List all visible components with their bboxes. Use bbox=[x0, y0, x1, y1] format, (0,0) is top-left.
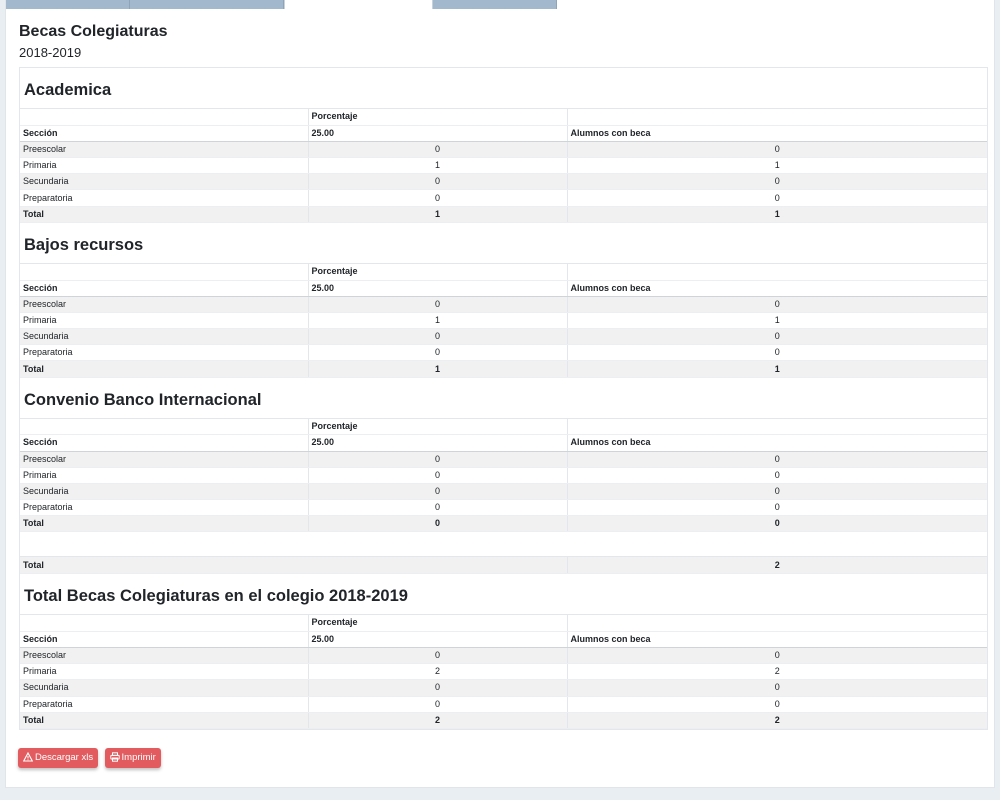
section-table bbox=[20, 109, 987, 223]
total-row: Total 2 2 bbox=[20, 712, 987, 728]
download-xls-label: Descargar xls bbox=[35, 752, 94, 763]
col-alumnos: Alumnos con beca bbox=[567, 125, 987, 141]
action-buttons bbox=[18, 747, 163, 768]
tab-2[interactable] bbox=[130, 0, 284, 9]
table-row: Preparatoria 0 0 bbox=[20, 696, 987, 712]
table-row: Preparatoria 0 0 bbox=[20, 500, 987, 516]
table-row: Preescolar 0 0 bbox=[20, 451, 987, 467]
tab-4[interactable] bbox=[433, 0, 557, 9]
table-row: Primaria 2 2 bbox=[20, 664, 987, 680]
warning-triangle-icon bbox=[23, 752, 33, 762]
pct-label: Porcentaje bbox=[308, 615, 567, 631]
spacer bbox=[20, 532, 987, 557]
col-alumnos: Alumnos con beca bbox=[567, 435, 987, 451]
section-academica bbox=[20, 68, 987, 223]
section-table bbox=[20, 264, 987, 378]
table-row: Secundaria 0 0 bbox=[20, 174, 987, 190]
table-row: Preescolar 0 0 bbox=[20, 648, 987, 664]
total-row: Total 0 0 bbox=[20, 516, 987, 532]
header-row bbox=[20, 631, 987, 647]
table-row: Primaria 1 1 bbox=[20, 312, 987, 328]
grand-total-value: 2 bbox=[567, 557, 987, 573]
col-alumnos: Alumnos con beca bbox=[567, 280, 987, 296]
report-container bbox=[19, 67, 988, 730]
download-xls-button[interactable] bbox=[18, 748, 98, 768]
report-panel bbox=[5, 0, 995, 788]
printer-icon bbox=[110, 752, 120, 762]
table-row: Preparatoria 0 0 bbox=[20, 190, 987, 206]
col-seccion: Sección bbox=[20, 280, 308, 296]
section-title: Total Becas Colegiaturas en el colegio 2018-2019 bbox=[20, 574, 987, 615]
table-row: Primaria 1 1 bbox=[20, 158, 987, 174]
section-title: Academica bbox=[20, 68, 987, 109]
header-row bbox=[20, 419, 987, 435]
pct-value: 25.00 bbox=[308, 435, 567, 451]
table-row: Preescolar 0 0 bbox=[20, 296, 987, 312]
grand-total-label: Total bbox=[20, 557, 567, 573]
page-title: Becas Colegiaturas bbox=[19, 23, 168, 40]
section-title: Bajos recursos bbox=[20, 223, 987, 264]
header-row bbox=[20, 435, 987, 451]
section-summary bbox=[20, 574, 987, 729]
header-row bbox=[20, 615, 987, 631]
pct-label: Porcentaje bbox=[308, 419, 567, 435]
tab-bar bbox=[6, 0, 996, 9]
pct-value: 25.00 bbox=[308, 280, 567, 296]
grand-total-row bbox=[20, 557, 987, 573]
section-bajos-recursos bbox=[20, 223, 987, 378]
print-label: Imprimir bbox=[121, 752, 156, 763]
pct-label: Porcentaje bbox=[308, 109, 567, 125]
section-table bbox=[20, 615, 987, 729]
header-row bbox=[20, 125, 987, 141]
tab-3-active[interactable] bbox=[284, 0, 433, 9]
table-row: Secundaria 0 0 bbox=[20, 483, 987, 499]
col-seccion: Sección bbox=[20, 125, 308, 141]
table-row: Secundaria 0 0 bbox=[20, 680, 987, 696]
col-alumnos: Alumnos con beca bbox=[567, 631, 987, 647]
pct-value: 25.00 bbox=[308, 631, 567, 647]
tab-1[interactable] bbox=[6, 0, 130, 9]
print-button[interactable] bbox=[105, 748, 161, 768]
page-subtitle-year: 2018-2019 bbox=[19, 45, 82, 60]
total-row: Total 1 1 bbox=[20, 361, 987, 377]
pct-label: Porcentaje bbox=[308, 264, 567, 280]
col-seccion: Sección bbox=[20, 631, 308, 647]
header-row bbox=[20, 280, 987, 296]
table-row: Preescolar 0 0 bbox=[20, 141, 987, 157]
grand-total-table bbox=[20, 557, 987, 574]
col-seccion: Sección bbox=[20, 435, 308, 451]
total-row: Total 1 1 bbox=[20, 206, 987, 222]
table-row: Preparatoria 0 0 bbox=[20, 345, 987, 361]
section-table bbox=[20, 419, 987, 533]
section-title: Convenio Banco Internacional bbox=[20, 378, 987, 419]
pct-value: 25.00 bbox=[308, 125, 567, 141]
section-convenio-banco bbox=[20, 378, 987, 533]
header-row bbox=[20, 264, 987, 280]
header-row bbox=[20, 109, 987, 125]
table-row: Primaria 0 0 bbox=[20, 467, 987, 483]
table-row: Secundaria 0 0 bbox=[20, 329, 987, 345]
